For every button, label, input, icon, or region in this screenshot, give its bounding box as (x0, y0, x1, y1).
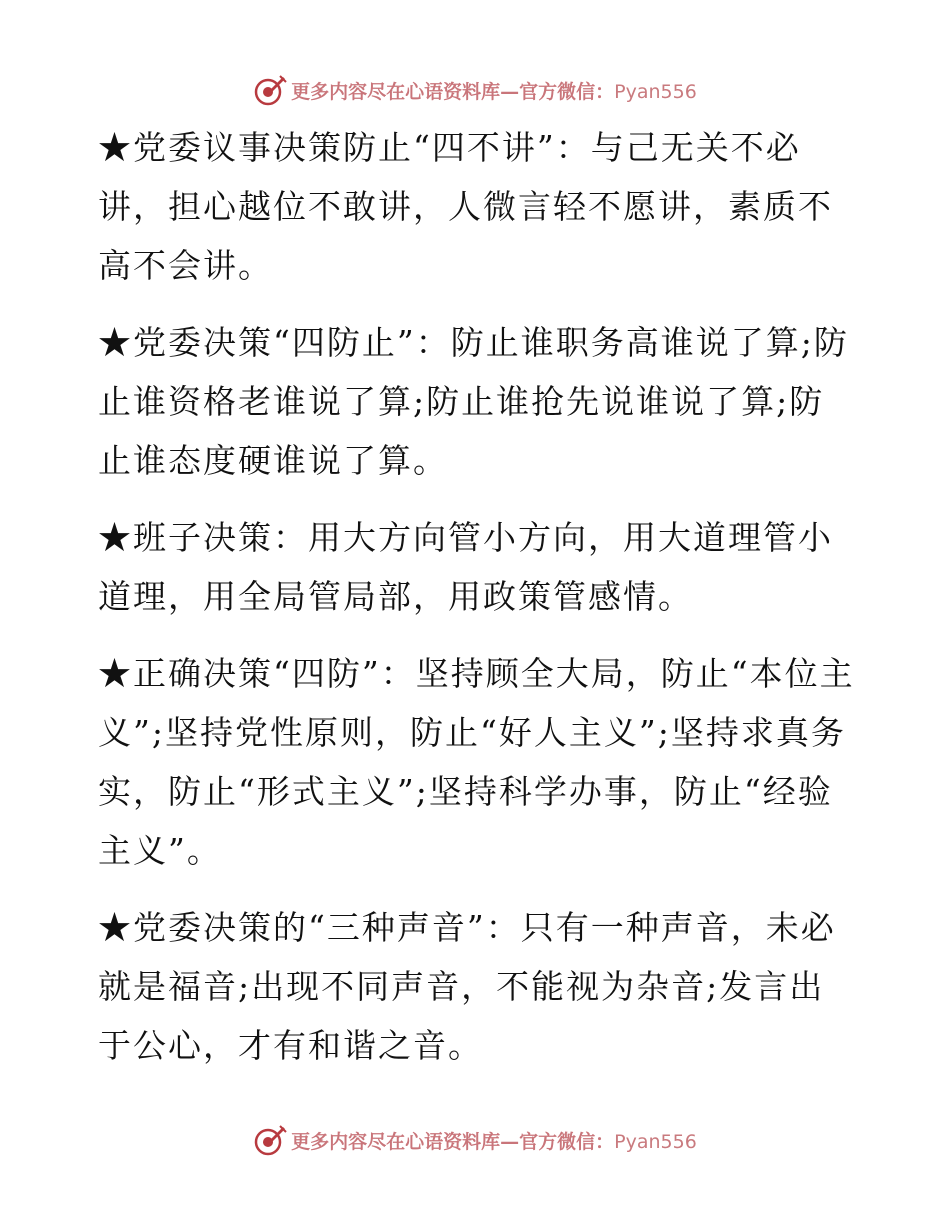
banner-text-cn: 更多内容尽在心语资料库—官方微信： (291, 1130, 615, 1153)
banner-text (291, 77, 697, 104)
banner-text-latin: Pyan556 (614, 80, 697, 103)
document-body (98, 118, 858, 1093)
paragraph-1: ★党委议事决策防止“四不讲”：与己无关不必讲，担心越位不敢讲，人微言轻不愿讲，素质不高不会讲。 (98, 128, 833, 285)
paragraph-4: ★正确决策“四防”：坚持顾全大局，防止“本位主义”;坚持党性原则，防止“好人主义”;坚持求真务实，防止“形式主义”;坚持科学办事，防止“经验主义”。 (98, 654, 855, 870)
footer-banner (0, 1120, 950, 1160)
banner-text-latin: Pyan556 (614, 1130, 697, 1153)
pen-logo-icon (253, 73, 287, 107)
pen-logo-icon (253, 1123, 287, 1157)
paragraph-3: ★班子决策：用大方向管小方向，用大道理管小道理，用全局管局部，用政策管感情。 (98, 518, 833, 616)
header-banner (0, 70, 950, 110)
paragraph-2: ★党委决策“四防止”：防止谁职务高谁说了算;防止谁资格老谁说了算;防止谁抢先说谁说了算;防止谁态度硬谁说了算。 (98, 323, 849, 480)
banner-text-cn: 更多内容尽在心语资料库—官方微信： (291, 80, 615, 103)
paragraph-5: ★党委决策的“三种声音”：只有一种声音，未必就是福音;出现不同声音，不能视为杂音;发言出于公心，才有和谐之音。 (98, 908, 836, 1065)
banner-text (291, 1127, 697, 1154)
